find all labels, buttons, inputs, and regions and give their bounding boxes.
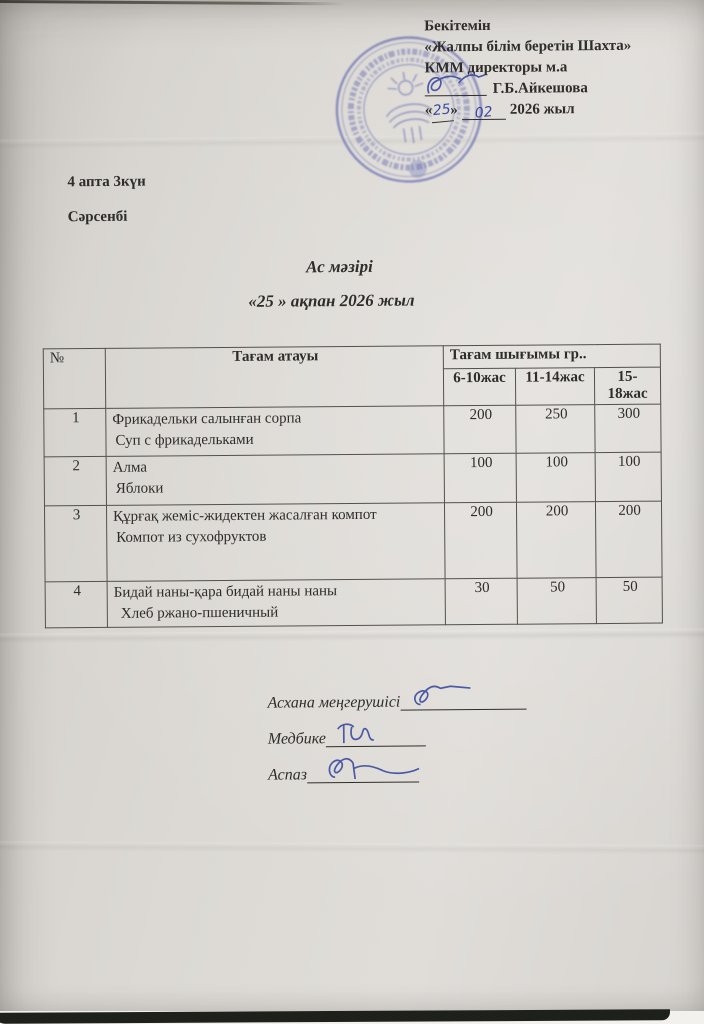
- approval-date-line: [425, 99, 632, 123]
- dish-name-ru: Хлеб ржано-пшеничный: [120, 604, 279, 622]
- dish-name-ru: Компот из сухофруктов: [116, 528, 267, 546]
- signature-line: [326, 727, 426, 747]
- approval-signatory: Г.Б.Айкешова: [492, 80, 588, 97]
- header-no: №: [43, 348, 105, 408]
- director-signature-icon: [423, 71, 489, 100]
- row-number: 2: [44, 456, 106, 505]
- weekday-name: Сәрсенбі: [67, 208, 128, 226]
- signature-row-canteen-manager: [267, 691, 526, 729]
- header-dish-name: Тағам атауы: [105, 346, 443, 409]
- table-row: [44, 501, 662, 582]
- dish-name-kk: Фрикадельки салынған сорпа: [112, 410, 302, 428]
- portion-value: 200: [595, 501, 662, 578]
- handwritten-month: 02: [474, 104, 494, 122]
- menu-date-line: «25 » ақпан 2026 жыл: [248, 290, 415, 311]
- quote-open: «: [424, 102, 433, 119]
- portion-value: 300: [595, 404, 661, 453]
- table-row: [44, 404, 661, 457]
- portion-value: 100: [444, 453, 516, 503]
- signature-line: [400, 691, 526, 711]
- approval-block: [424, 15, 632, 123]
- approval-line: «Жалпы білім беретін Шахта»: [424, 37, 632, 56]
- nurse-signature-icon: [334, 719, 394, 749]
- menu-table: [43, 344, 663, 629]
- dish-name-ru: Суп с фрикадельками: [115, 431, 254, 449]
- quote-close: »: [450, 102, 458, 119]
- portion-value: 100: [516, 453, 595, 503]
- dish-cell: [106, 503, 445, 582]
- row-number: 3: [44, 505, 107, 581]
- handwritten-month-line: [462, 103, 506, 120]
- week-day-label: 4 апта 3күн: [67, 173, 146, 191]
- approval-year: 2026 жыл: [509, 101, 575, 118]
- table-row: [45, 577, 662, 628]
- dish-name-kk: Құрғақ жеміс-жидектен жасалған компот: [113, 506, 377, 525]
- row-number: 4: [45, 581, 107, 627]
- dish-name-kk: Алма: [112, 459, 148, 476]
- cook-signature-icon: [319, 752, 429, 785]
- dish-cell: [106, 454, 444, 506]
- approval-line: КММ директоры м.а: [424, 59, 568, 77]
- portion-value: 50: [596, 577, 662, 624]
- signature-label: Асхана меңгерушісі: [267, 693, 401, 712]
- header-age-1: 6-10жас: [443, 368, 515, 406]
- portion-value: 200: [444, 502, 517, 579]
- portion-value: 200: [444, 405, 516, 454]
- signature-line: [307, 763, 419, 783]
- signature-row-cook: [268, 763, 527, 801]
- dish-cell: [106, 406, 444, 457]
- signature-label: Аспаз: [268, 766, 308, 784]
- approval-signature-line: [425, 78, 632, 101]
- portion-value: 100: [595, 452, 661, 502]
- signature-label: Медбике: [267, 730, 327, 748]
- director-signature-line: [425, 79, 487, 96]
- page-title: Ас мәзірі: [306, 256, 373, 277]
- header-age-3: 15-18жас: [594, 367, 660, 405]
- header-output: Тағам шығымы гр..: [443, 344, 660, 369]
- header-age-2: 11-14жас: [515, 368, 594, 406]
- handwritten-day: 25: [429, 99, 453, 123]
- approval-line: Бекітемін: [424, 17, 491, 35]
- portion-value: 50: [517, 578, 596, 625]
- signature-block: [267, 691, 527, 801]
- portion-value: 200: [516, 502, 596, 579]
- portion-value: 250: [516, 405, 595, 454]
- row-number: 1: [44, 408, 106, 456]
- portion-value: 30: [445, 578, 517, 625]
- table-row: [44, 452, 661, 506]
- manager-signature-icon: [406, 682, 476, 713]
- dish-name-kk: Бидай наны-қара бидай наны наны: [113, 583, 338, 601]
- dish-cell: [107, 579, 445, 628]
- dish-name-ru: Яблоки: [115, 480, 164, 497]
